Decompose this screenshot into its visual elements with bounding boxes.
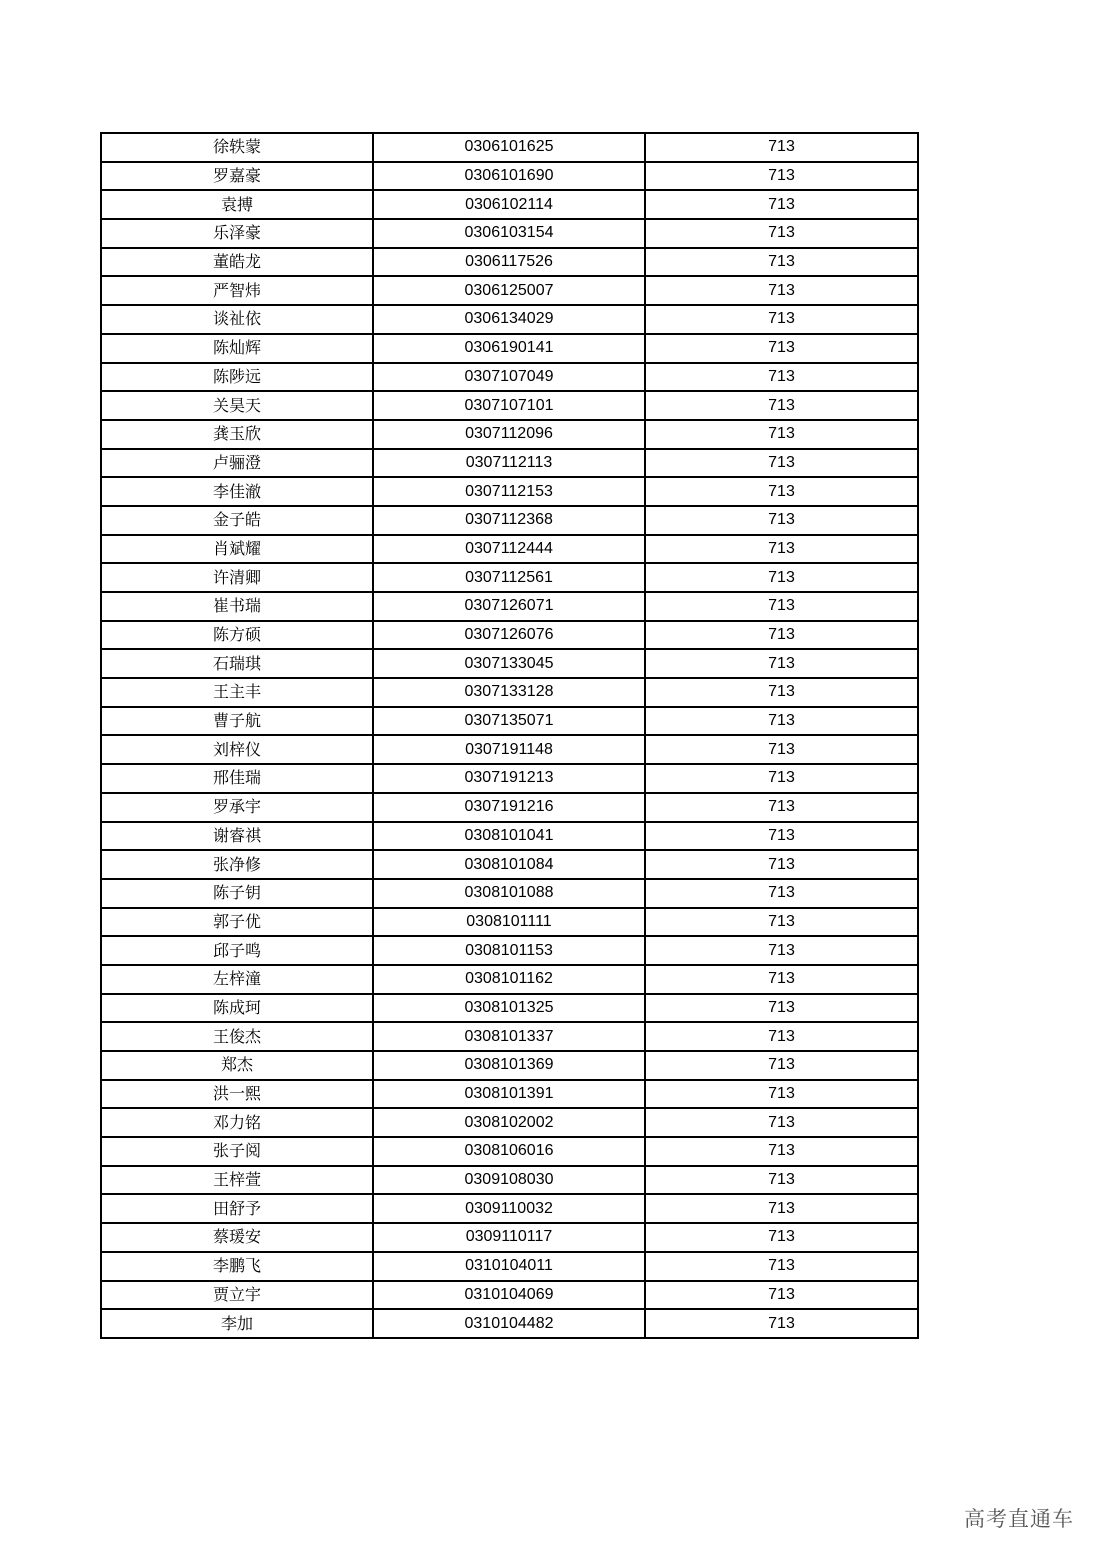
id-cell: 0307126071 — [373, 592, 645, 621]
id-cell: 0306101690 — [373, 162, 645, 191]
id-cell: 0307107101 — [373, 391, 645, 420]
score-cell: 713 — [645, 420, 918, 449]
table-row — [101, 248, 918, 277]
watermark-text: 高考直通车 — [964, 1507, 1074, 1531]
table-row — [101, 649, 918, 678]
table-row — [101, 936, 918, 965]
name-cell: 张子阅 — [101, 1137, 373, 1166]
table-row — [101, 1252, 918, 1281]
name-cell: 袁搏 — [101, 190, 373, 219]
id-cell: 0308101325 — [373, 994, 645, 1023]
name-cell: 卢骊澄 — [101, 449, 373, 478]
score-cell: 713 — [645, 506, 918, 535]
score-cell: 713 — [645, 850, 918, 879]
score-cell: 713 — [645, 908, 918, 937]
score-cell: 713 — [645, 391, 918, 420]
name-cell: 龚玉欣 — [101, 420, 373, 449]
id-cell: 0307135071 — [373, 707, 645, 736]
id-cell: 0308102002 — [373, 1108, 645, 1137]
id-cell: 0307191213 — [373, 764, 645, 793]
score-cell: 713 — [645, 1051, 918, 1080]
name-cell: 蔡瑗安 — [101, 1223, 373, 1252]
id-cell: 0306134029 — [373, 305, 645, 334]
table-row — [101, 965, 918, 994]
id-cell: 0308101084 — [373, 850, 645, 879]
id-cell: 0310104069 — [373, 1281, 645, 1310]
score-cell: 713 — [645, 1108, 918, 1137]
table-row — [101, 1223, 918, 1252]
name-cell: 张净修 — [101, 850, 373, 879]
score-cell: 713 — [645, 1166, 918, 1195]
table-row — [101, 621, 918, 650]
score-cell: 713 — [645, 449, 918, 478]
name-cell: 王梓萱 — [101, 1166, 373, 1195]
score-cell: 713 — [645, 592, 918, 621]
name-cell: 李加 — [101, 1309, 373, 1338]
table-row — [101, 477, 918, 506]
name-cell: 李佳澈 — [101, 477, 373, 506]
name-cell: 王主丰 — [101, 678, 373, 707]
name-cell: 石瑞琪 — [101, 649, 373, 678]
id-cell: 0306190141 — [373, 334, 645, 363]
table-row — [101, 592, 918, 621]
score-cell: 713 — [645, 1194, 918, 1223]
table-row — [101, 449, 918, 478]
id-cell: 0310104011 — [373, 1252, 645, 1281]
id-cell: 0308101111 — [373, 908, 645, 937]
score-cell: 713 — [645, 248, 918, 277]
score-cell: 713 — [645, 1252, 918, 1281]
name-cell: 徐轶蒙 — [101, 133, 373, 162]
name-cell: 许清卿 — [101, 563, 373, 592]
name-cell: 陈方硕 — [101, 621, 373, 650]
id-cell: 0306103154 — [373, 219, 645, 248]
name-cell: 金子皓 — [101, 506, 373, 535]
score-cell: 713 — [645, 879, 918, 908]
table-row — [101, 219, 918, 248]
table-row — [101, 1080, 918, 1109]
table-row — [101, 1022, 918, 1051]
score-cell: 713 — [645, 276, 918, 305]
table-row — [101, 391, 918, 420]
id-cell: 0308101041 — [373, 822, 645, 851]
id-cell: 0308101369 — [373, 1051, 645, 1080]
score-cell: 713 — [645, 190, 918, 219]
score-cell: 713 — [645, 678, 918, 707]
id-cell: 0309108030 — [373, 1166, 645, 1195]
table-row — [101, 363, 918, 392]
id-cell: 0309110117 — [373, 1223, 645, 1252]
roster-body — [101, 133, 918, 1338]
table-row — [101, 1194, 918, 1223]
id-cell: 0310104482 — [373, 1309, 645, 1338]
id-cell: 0308101088 — [373, 879, 645, 908]
score-cell: 713 — [645, 1223, 918, 1252]
score-cell: 713 — [645, 1137, 918, 1166]
id-cell: 0309110032 — [373, 1194, 645, 1223]
score-cell: 713 — [645, 649, 918, 678]
table-row — [101, 190, 918, 219]
score-cell: 713 — [645, 764, 918, 793]
score-cell: 713 — [645, 707, 918, 736]
id-cell: 0307133128 — [373, 678, 645, 707]
score-cell: 713 — [645, 535, 918, 564]
score-cell: 713 — [645, 133, 918, 162]
id-cell: 0307112444 — [373, 535, 645, 564]
table-row — [101, 1309, 918, 1338]
name-cell: 郑杰 — [101, 1051, 373, 1080]
name-cell: 罗承宇 — [101, 793, 373, 822]
table-row — [101, 305, 918, 334]
table-row — [101, 506, 918, 535]
name-cell: 田舒予 — [101, 1194, 373, 1223]
score-cell: 713 — [645, 305, 918, 334]
name-cell: 谈祉依 — [101, 305, 373, 334]
score-cell: 713 — [645, 1080, 918, 1109]
table-row — [101, 276, 918, 305]
table-row — [101, 133, 918, 162]
name-cell: 曹子航 — [101, 707, 373, 736]
score-cell: 713 — [645, 334, 918, 363]
name-cell: 邱子鸣 — [101, 936, 373, 965]
table-row — [101, 334, 918, 363]
name-cell: 刘梓仪 — [101, 735, 373, 764]
name-cell: 乐泽豪 — [101, 219, 373, 248]
id-cell: 0308106016 — [373, 1137, 645, 1166]
name-cell: 李鹏飞 — [101, 1252, 373, 1281]
score-cell: 713 — [645, 563, 918, 592]
name-cell: 贾立宇 — [101, 1281, 373, 1310]
table-row — [101, 162, 918, 191]
name-cell: 陈成珂 — [101, 994, 373, 1023]
table-row — [101, 707, 918, 736]
name-cell: 罗嘉豪 — [101, 162, 373, 191]
table-row — [101, 822, 918, 851]
table-row — [101, 735, 918, 764]
id-cell: 0308101337 — [373, 1022, 645, 1051]
table-row — [101, 793, 918, 822]
id-cell: 0307126076 — [373, 621, 645, 650]
table-row — [101, 1281, 918, 1310]
roster-table — [100, 132, 919, 1339]
score-cell: 713 — [645, 363, 918, 392]
score-cell: 713 — [645, 994, 918, 1023]
table-row — [101, 563, 918, 592]
table-row — [101, 908, 918, 937]
table-row — [101, 994, 918, 1023]
table-row — [101, 764, 918, 793]
table-row — [101, 1108, 918, 1137]
name-cell: 王俊杰 — [101, 1022, 373, 1051]
name-cell: 郭子优 — [101, 908, 373, 937]
id-cell: 0306117526 — [373, 248, 645, 277]
score-cell: 713 — [645, 162, 918, 191]
score-cell: 713 — [645, 621, 918, 650]
name-cell: 关昊天 — [101, 391, 373, 420]
id-cell: 0308101162 — [373, 965, 645, 994]
score-cell: 713 — [645, 735, 918, 764]
name-cell: 肖斌耀 — [101, 535, 373, 564]
name-cell: 董皓龙 — [101, 248, 373, 277]
score-cell: 713 — [645, 1309, 918, 1338]
name-cell: 陈灿辉 — [101, 334, 373, 363]
name-cell: 左梓潼 — [101, 965, 373, 994]
score-cell: 713 — [645, 936, 918, 965]
table-row — [101, 535, 918, 564]
id-cell: 0307112368 — [373, 506, 645, 535]
score-cell: 713 — [645, 477, 918, 506]
table-row — [101, 1166, 918, 1195]
name-cell: 陈子钥 — [101, 879, 373, 908]
table-row — [101, 1137, 918, 1166]
name-cell: 邢佳瑞 — [101, 764, 373, 793]
name-cell: 陈陟远 — [101, 363, 373, 392]
score-cell: 713 — [645, 219, 918, 248]
name-cell: 邓力铭 — [101, 1108, 373, 1137]
id-cell: 0306101625 — [373, 133, 645, 162]
name-cell: 谢睿祺 — [101, 822, 373, 851]
id-cell: 0307191148 — [373, 735, 645, 764]
id-cell: 0307107049 — [373, 363, 645, 392]
id-cell: 0307112096 — [373, 420, 645, 449]
score-cell: 713 — [645, 793, 918, 822]
id-cell: 0308101391 — [373, 1080, 645, 1109]
name-cell: 崔书瑞 — [101, 592, 373, 621]
id-cell: 0307112561 — [373, 563, 645, 592]
table-row — [101, 850, 918, 879]
id-cell: 0307112113 — [373, 449, 645, 478]
id-cell: 0307112153 — [373, 477, 645, 506]
score-cell: 713 — [645, 1022, 918, 1051]
table-row — [101, 420, 918, 449]
score-cell: 713 — [645, 822, 918, 851]
score-cell: 713 — [645, 965, 918, 994]
id-cell: 0306125007 — [373, 276, 645, 305]
score-cell: 713 — [645, 1281, 918, 1310]
id-cell: 0308101153 — [373, 936, 645, 965]
name-cell: 洪一熙 — [101, 1080, 373, 1109]
table-row — [101, 678, 918, 707]
table-row — [101, 879, 918, 908]
table-row — [101, 1051, 918, 1080]
id-cell: 0306102114 — [373, 190, 645, 219]
name-cell: 严智炜 — [101, 276, 373, 305]
id-cell: 0307133045 — [373, 649, 645, 678]
id-cell: 0307191216 — [373, 793, 645, 822]
